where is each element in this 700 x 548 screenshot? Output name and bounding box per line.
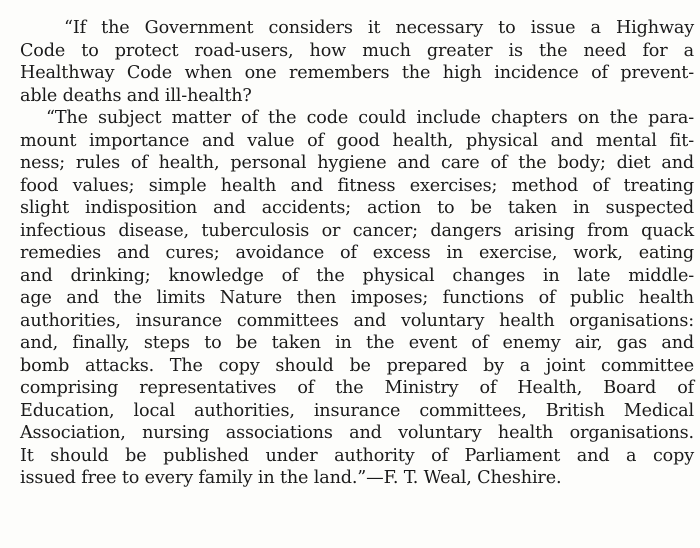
text-line: and drinking; knowledge of the physical changes in late middle- xyxy=(20,265,694,286)
text-line: It should be published under authority of Parliament and a copy xyxy=(20,445,694,466)
text-line: remedies and cures; avoidance of excess in exercise, work, eating xyxy=(20,243,694,263)
text-line: age and the limits Nature then imposes; functions of public health xyxy=(20,288,694,308)
text-line: Education, local authorities, insurance committees, British Medical xyxy=(20,400,694,421)
text-line: Association, nursing associations and voluntary health organisations. xyxy=(20,423,694,443)
text-line: ness; rules of health, personal hygiene and care of the body; diet and xyxy=(20,153,694,173)
text-line: bomb attacks. The copy should be prepared by a joint committee xyxy=(20,355,694,376)
text-line: and, finally, steps to be taken in the event of enemy air, gas and xyxy=(20,333,694,353)
text-line: slight indisposition and accidents; action to be taken in suspected xyxy=(20,198,694,218)
text-line: food values; simple health and fitness exercises; method of treating xyxy=(20,175,694,196)
text-line: infectious disease, tuberculosis or cancer; dangers arising from quack xyxy=(20,220,694,241)
text-line: able deaths and ill-health? xyxy=(20,85,252,106)
signature-line: issued free to every family in the land.”—F. T. Weal, Cheshire. xyxy=(20,468,562,488)
text-line: Healthway Code when one remembers the high incidence of prevent- xyxy=(20,63,694,83)
article-column xyxy=(20,17,694,490)
text-line: “The subject matter of the code could include chapters on the para- xyxy=(46,108,694,128)
text-line: “If the Government considers it necessary to issue a Highway xyxy=(64,18,694,38)
text-line: Code to protect road-users, how much greater is the need for a xyxy=(20,40,694,61)
text-line: authorities, insurance committees and voluntary health organisations: xyxy=(20,310,694,331)
text-line: mount importance and value of good health, physical and mental fit- xyxy=(20,130,694,151)
text-line: comprising representatives of the Ministry of Health, Board of xyxy=(20,378,694,398)
